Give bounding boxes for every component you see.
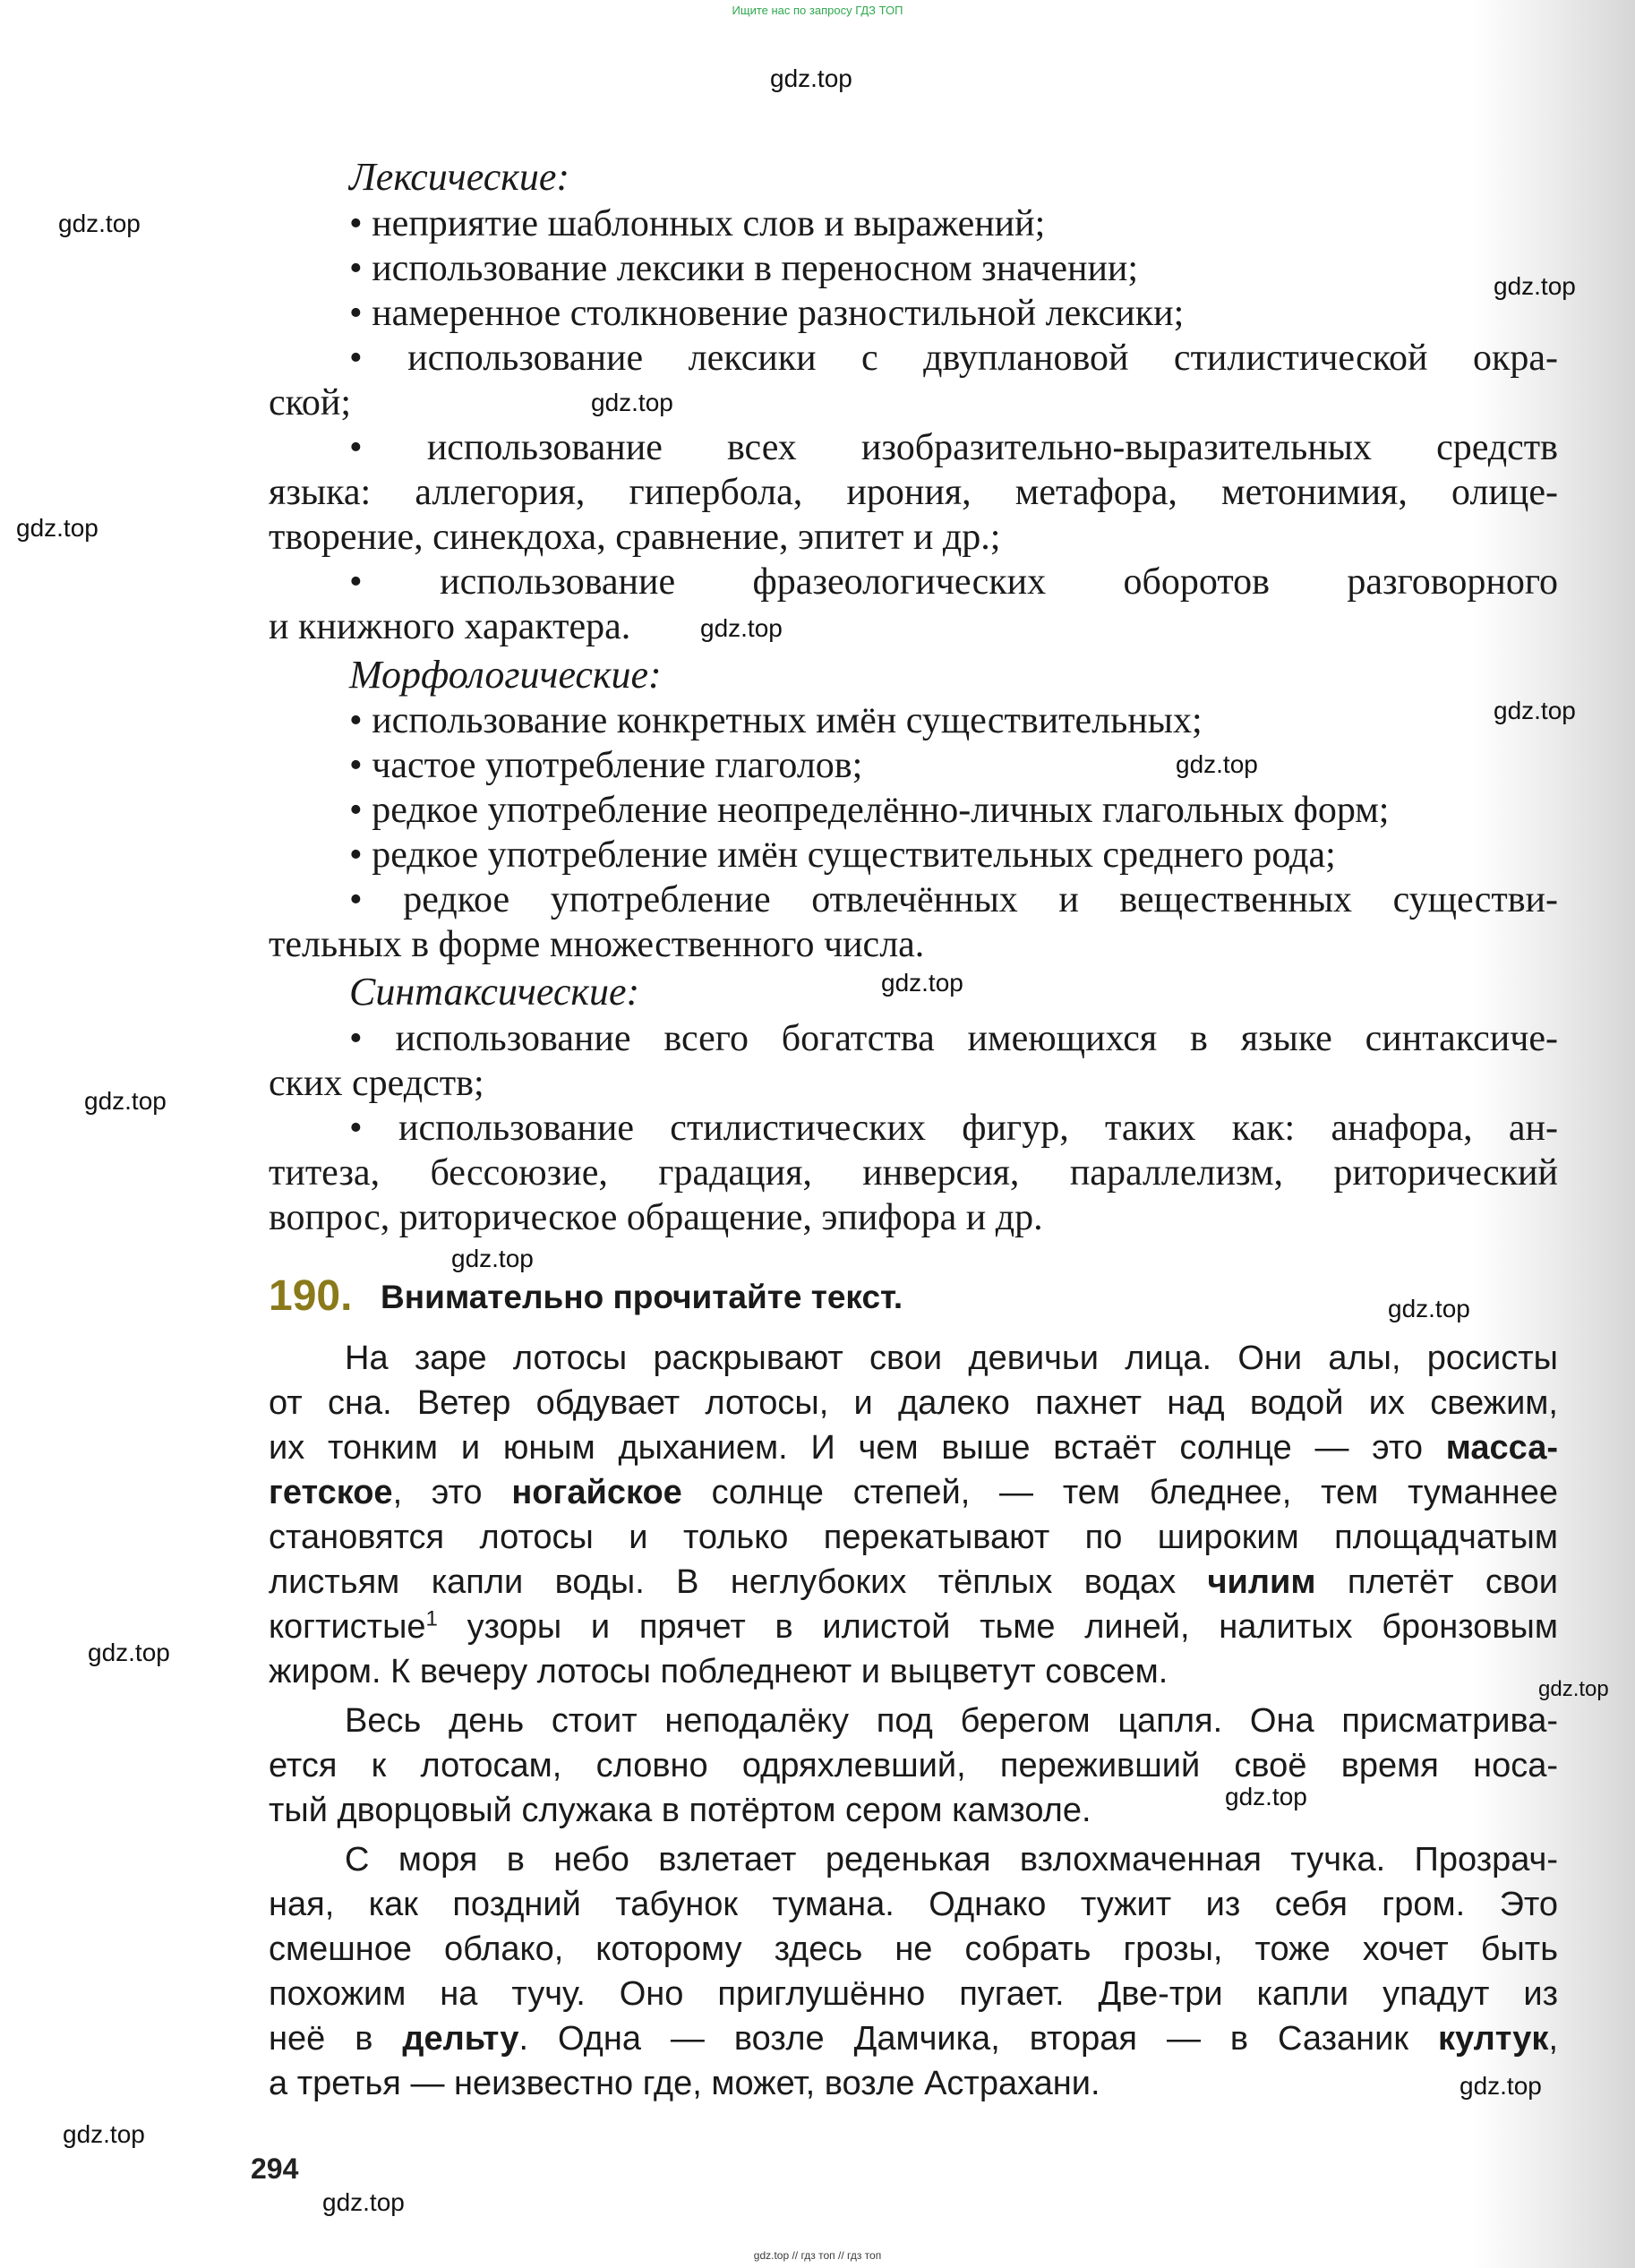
list-item-cont: ских средств; [269, 1063, 484, 1104]
list-item: • редкое употребление отвлечённых и вещественных существи- [349, 879, 1558, 920]
watermark: gdz.top [1494, 697, 1576, 724]
watermark: gdz.top [1538, 1677, 1609, 1701]
text-line: жиром. К вечеру лотосы побледнеют и выцветут совсем. [269, 1653, 1168, 1690]
top-banner[interactable]: Ищите нас по запросу ГДЗ ТОП [732, 4, 903, 17]
footer-links[interactable]: gdz.top // гдз топ // гдз топ [753, 2249, 882, 2262]
footnote-mark[interactable]: 1 [425, 1606, 438, 1631]
list-item: • редкое употребление неопределённо-личных глагольных форм; [349, 790, 1390, 831]
highlight-term: ногайское [511, 1474, 682, 1511]
watermark: gdz.top [1388, 1295, 1470, 1322]
list-item-cont: тельных в форме множественного числа. [269, 924, 925, 965]
watermark: gdz.top [451, 1245, 534, 1272]
text-line: а третья — неизвестно где, может, возле Астрахани. [269, 2065, 1100, 2102]
list-item: • использование лексики в переносном значении; [349, 248, 1139, 289]
text-line [269, 2016, 1558, 2061]
list-item: • использование конкретных имён существительных; [349, 700, 1203, 741]
text-run: когтистые [269, 1608, 426, 1646]
highlight-term: чилим [1207, 1563, 1316, 1601]
text-line: На заре лотосы раскрывают свои девичьи лица. Они алы, росисты [345, 1339, 1558, 1377]
highlight-term: култук [1437, 2020, 1549, 2058]
text-line [269, 1605, 1558, 1649]
section-heading-syntactic: Синтаксические: [349, 970, 640, 1014]
text-run: , [1548, 2020, 1559, 2058]
list-item: • использование стилистических фигур, таких как: анафора, ан- [349, 1108, 1558, 1149]
highlight-term: дельту [402, 2020, 519, 2058]
list-item: • частое употребление глаголов; [349, 745, 863, 786]
text-line: Весь день стоит неподалёку под берегом цапля. Она присматрива- [345, 1702, 1558, 1740]
text-run: листьям капли воды. В неглубоких тёплых водах [269, 1563, 1208, 1601]
watermark: gdz.top [700, 614, 783, 642]
highlight-term: гетское [269, 1474, 393, 1511]
watermark: gdz.top [1225, 1783, 1307, 1810]
text-run: плетёт свои [1315, 1563, 1558, 1601]
list-item-cont: ской; [269, 382, 352, 424]
watermark: gdz.top [1176, 750, 1258, 778]
text-run: . Одна — возле Дамчика, вторая — в Сазаник [518, 2020, 1438, 2058]
text-run: узоры и прячет в илистой тьме линей, налитых бронзовым [437, 1608, 1558, 1646]
list-item-cont: титеза, бессоюзие, градация, инверсия, параллелизм, риторический [269, 1152, 1558, 1194]
text-line [269, 1425, 1558, 1470]
section-heading-morphological: Морфологические: [349, 653, 662, 697]
text-line: смешное облако, которому здесь не собрать грозы, тоже хочет быть [269, 1930, 1558, 1968]
text-line [269, 1470, 1558, 1515]
watermark: gdz.top [84, 1087, 167, 1115]
highlight-term: масса- [1445, 1429, 1558, 1467]
text-line: ная, как поздний табунок тумана. Однако тужит из себя гром. Это [269, 1886, 1558, 1923]
text-line: становятся лотосы и только перекатывают по широким площадчатым [269, 1519, 1558, 1556]
list-item: • использование всего богатства имеющихся в языке синтаксиче- [349, 1018, 1558, 1059]
watermark: gdz.top [1494, 272, 1576, 300]
text-line [269, 1560, 1558, 1605]
list-item: • использование фразеологических оборотов разговорного [349, 561, 1558, 603]
list-item-cont: вопрос, риторическое обращение, эпифора и др. [269, 1197, 1043, 1238]
text-run: солнце степей, — тем бледнее, тем туманнее [681, 1474, 1558, 1511]
watermark: gdz.top [88, 1639, 170, 1666]
text-line: похожим на тучу. Оно приглушённо пугает. Две-три капли упадут из [269, 1975, 1558, 2013]
text-run: их тонким и юным дыханием. И чем выше встаёт солнце — это [269, 1429, 1446, 1467]
list-item-cont: творение, синекдоха, сравнение, эпитет и др.; [269, 517, 1001, 558]
text-line: С моря в небо взлетает реденькая взлохмаченная тучка. Прозрач- [345, 1841, 1558, 1879]
list-item: • неприятие шаблонных слов и выражений; [349, 203, 1046, 244]
list-item-cont: и книжного характера. [269, 606, 631, 647]
page-number: 294 [251, 2152, 299, 2185]
watermark: gdz.top [1460, 2072, 1542, 2100]
list-item: • использование всех изобразительно-выразительных средств [349, 427, 1558, 468]
watermark: gdz.top [591, 389, 673, 416]
section-heading-lexical: Лексические: [349, 155, 569, 199]
task-instruction: Внимательно прочитайте текст. [381, 1279, 903, 1315]
list-item: • редкое употребление имён существительных среднего рода; [349, 834, 1336, 876]
watermark: gdz.top [881, 969, 963, 997]
text-line: от сна. Ветер обдувает лотосы, и далеко пахнет над водой их свежим, [269, 1384, 1558, 1422]
text-line: тый дворцовый служака в потёртом сером камзоле. [269, 1792, 1091, 1829]
watermark: gdz.top [63, 2120, 145, 2148]
watermark: gdz.top [58, 210, 141, 237]
watermark: gdz.top [16, 514, 98, 542]
list-item-cont: языка: аллегория, гипербола, ирония, метафора, метонимия, олице- [269, 472, 1558, 513]
list-item: • использование лексики с двуплановой стилистической окра- [349, 338, 1558, 379]
task-number: 190. [269, 1272, 353, 1320]
list-item: • намеренное столкновение разностильной лексики; [349, 293, 1185, 334]
text-run: неё в [269, 2020, 403, 2058]
watermark: gdz.top [322, 2188, 405, 2216]
text-line: ется к лотосам, словно одряхлевший, переживший своё время носа- [269, 1747, 1558, 1784]
text-run: , это [392, 1474, 512, 1511]
watermark: gdz.top [770, 64, 852, 92]
